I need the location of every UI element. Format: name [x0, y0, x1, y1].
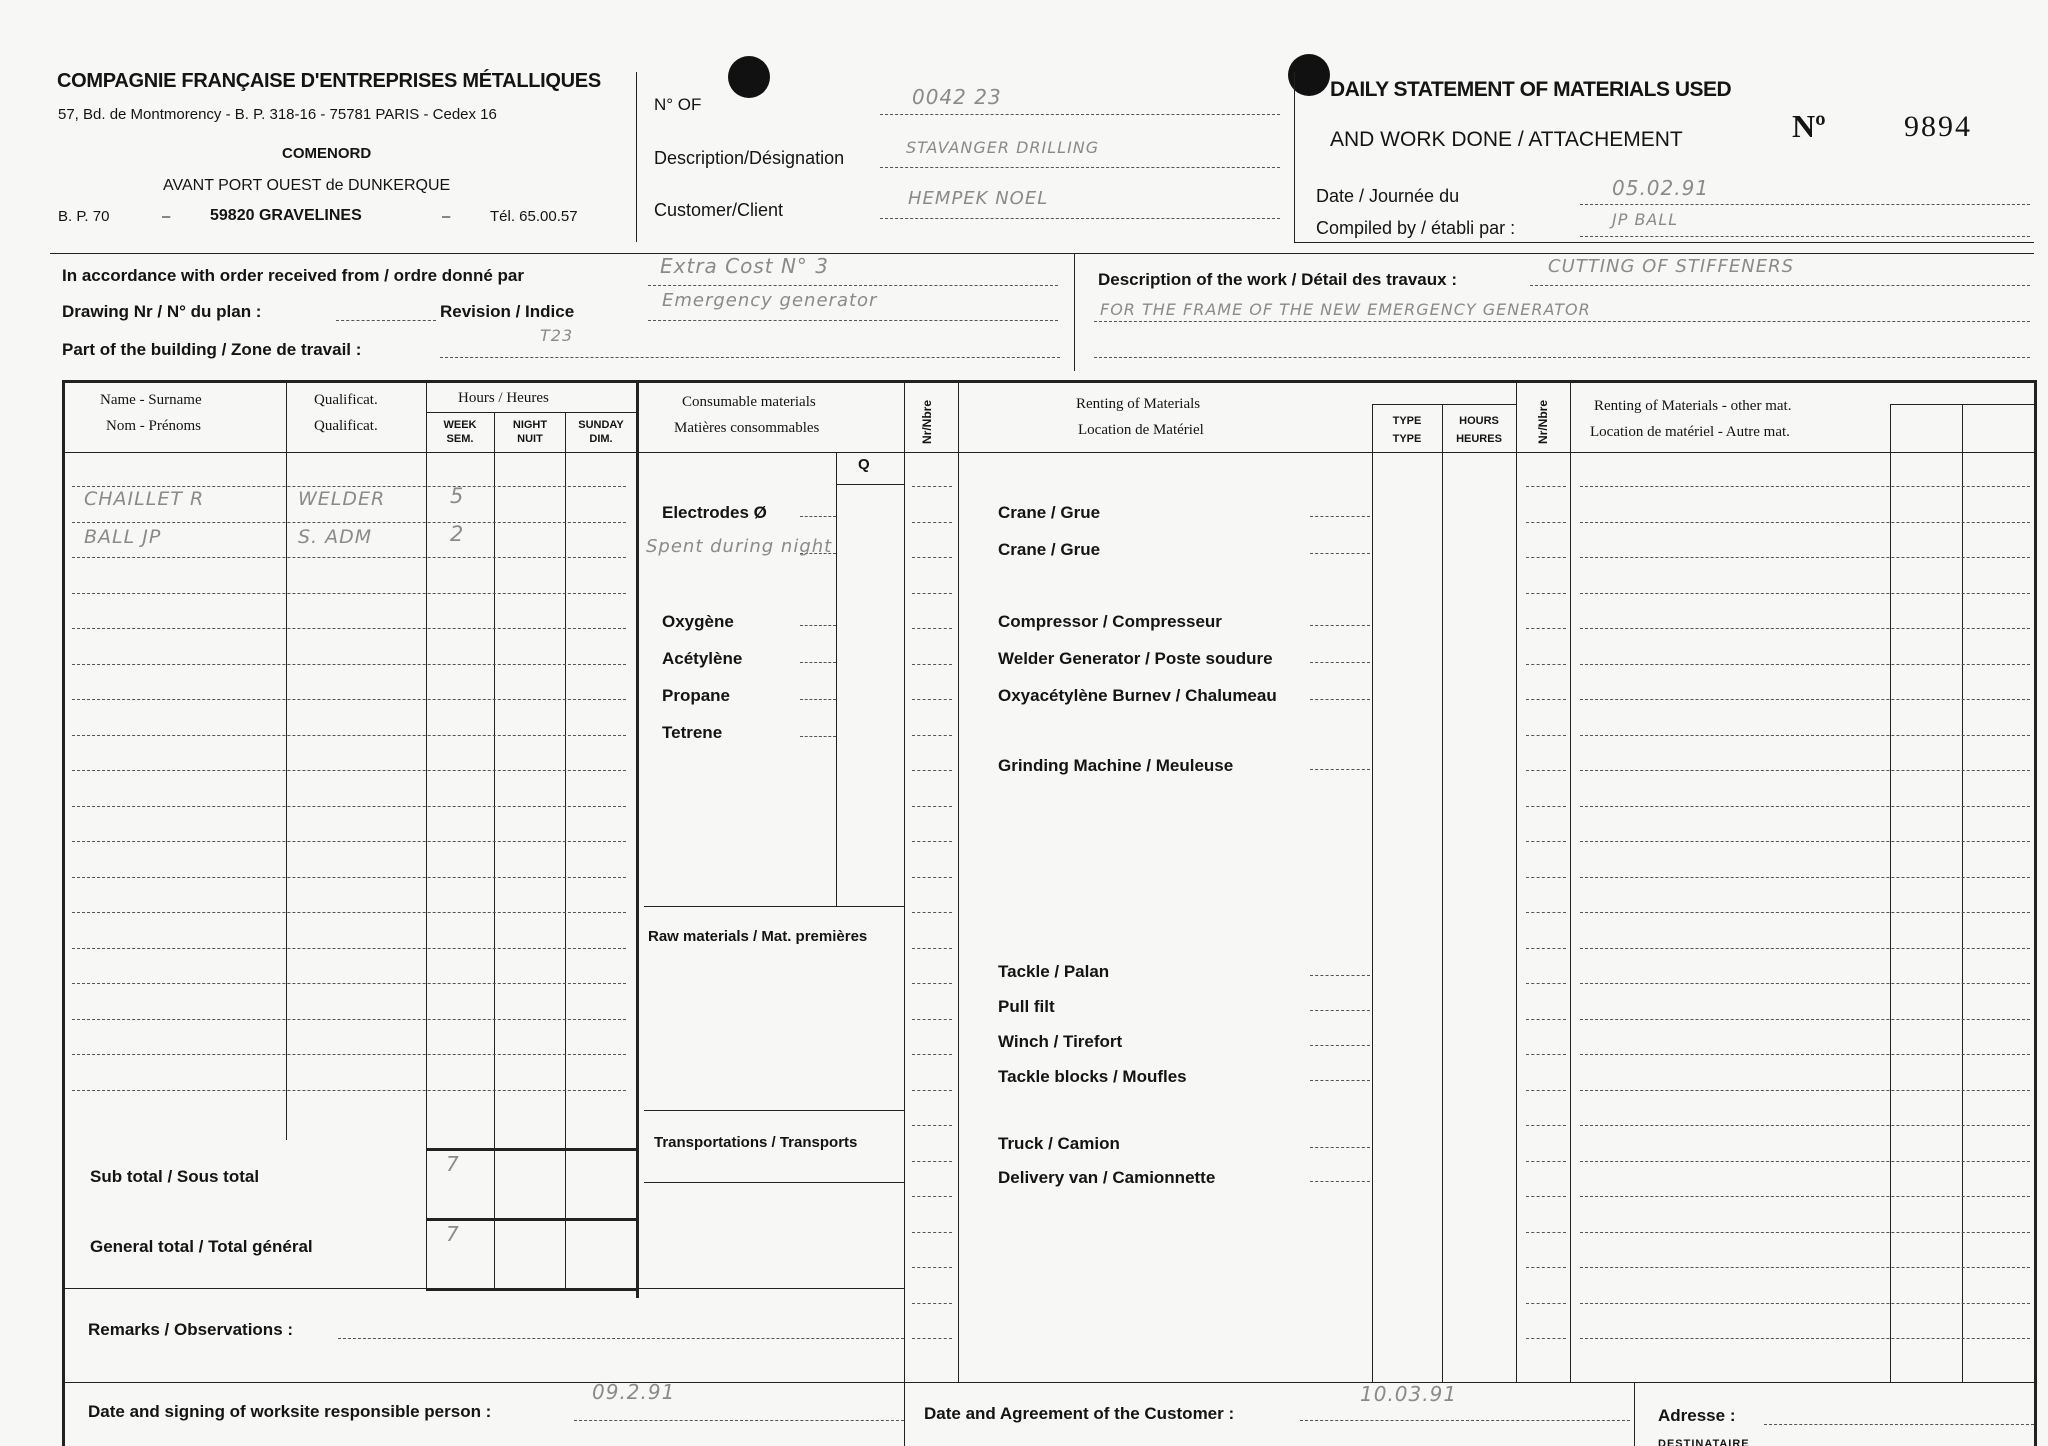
- worker-1-qual: WELDER: [298, 488, 386, 510]
- worker-2-name: BALL JP: [84, 526, 162, 548]
- leader-line: [1310, 975, 1370, 976]
- table-row-line: [1526, 1054, 1566, 1055]
- night-header-fr: NUIT: [517, 433, 543, 445]
- compiled-value: JP BALL: [1612, 210, 1679, 229]
- leader-line: [1310, 769, 1370, 770]
- table-row-line: [72, 877, 626, 878]
- drawing-label: Drawing Nr / N° du plan :: [62, 302, 262, 321]
- subtotal-label: Sub total / Sous total: [90, 1167, 260, 1186]
- table-row-line: [1526, 877, 1566, 878]
- welder-label: Welder Generator / Poste soudure: [998, 649, 1273, 668]
- punch-hole-left: [728, 56, 770, 98]
- table-row-line: [912, 806, 952, 807]
- zone-label: Part of the building / Zone de travail :: [62, 340, 362, 359]
- table-row-line: [1526, 770, 1566, 771]
- table-row-line: [72, 593, 626, 594]
- table-row-line: [912, 522, 952, 523]
- table-row-line: [72, 557, 626, 558]
- tetrene-label: Tetrene: [662, 723, 723, 742]
- table-row-line: [72, 735, 626, 736]
- order-from-label: In accordance with order received from / ordre donné par: [62, 266, 524, 285]
- table-row-line: [912, 770, 952, 771]
- table-row-line: [72, 806, 626, 807]
- table-row-line: [72, 522, 626, 523]
- table-row-line: [1580, 735, 2030, 736]
- company-tel: Tél. 65.00.57: [490, 208, 578, 225]
- table-row-line: [1580, 486, 2030, 487]
- table-row-line: [72, 983, 626, 984]
- worker-1-week: 5: [450, 484, 465, 508]
- table-row-line: [1580, 664, 2030, 665]
- tackle-label: Tackle / Palan: [998, 962, 1110, 981]
- name-header-1: Name - Surname: [100, 392, 202, 408]
- leader-line: [1310, 662, 1370, 663]
- table-row-line: [912, 1338, 952, 1339]
- zone-value: T23: [540, 326, 574, 345]
- table-row-line: [912, 877, 952, 878]
- work-desc-label: Description of the work / Détail des travaux :: [1098, 270, 1457, 289]
- table-row-line: [912, 735, 952, 736]
- sunday-header-fr: DIM.: [589, 433, 613, 445]
- leader-line: [1310, 1181, 1370, 1182]
- company-name: COMPAGNIE FRANÇAISE D'ENTREPRISES MÉTALLIQUES: [57, 70, 601, 92]
- general-total-label: General total / Total général: [90, 1237, 313, 1256]
- table-row-line: [72, 770, 626, 771]
- blocks-label: Tackle blocks / Moufles: [998, 1067, 1187, 1086]
- table-row-line: [1526, 664, 1566, 665]
- table-row-line: [1580, 628, 2030, 629]
- drawing-value: Emergency generator: [662, 290, 878, 311]
- hours-header: Hours / Heures: [458, 390, 549, 406]
- raw-materials-label: Raw materials / Mat. premières: [648, 928, 868, 945]
- truck-label: Truck / Camion: [998, 1134, 1120, 1153]
- table-row-line: [912, 1019, 952, 1020]
- winch-label: Winch / Tirefort: [998, 1032, 1123, 1051]
- subtotal-value: 7: [446, 1152, 460, 1176]
- table-row-line: [1580, 983, 2030, 984]
- signing-value: 09.2.91: [592, 1380, 676, 1404]
- form-title-line2: AND WORK DONE / ATTACHEMENT: [1330, 128, 1683, 151]
- leader-line: [1310, 1010, 1370, 1011]
- table-row-line: [1580, 841, 2030, 842]
- destinataire-label: DESTINATAIRE: [1658, 1438, 1750, 1446]
- acetylene-label: Acétylène: [662, 649, 743, 668]
- number-value: 9894: [1904, 110, 1972, 143]
- leader-line: [1310, 1080, 1370, 1081]
- qual-header-2: Qualificat.: [314, 418, 378, 434]
- table-row-line: [1526, 735, 1566, 736]
- grinding-label: Grinding Machine / Meuleuse: [998, 756, 1234, 775]
- customer-label: Customer/Client: [654, 200, 784, 220]
- of-label: N° OF: [654, 95, 702, 114]
- week-header: WEEK: [443, 419, 477, 431]
- leader-line: [800, 736, 836, 737]
- table-row-line: [1526, 1090, 1566, 1091]
- renting-header-2: Location de Matériel: [1078, 422, 1204, 438]
- table-row-line: [72, 948, 626, 949]
- general-total-value: 7: [446, 1222, 460, 1246]
- hours-header-fr: HEURES: [1456, 433, 1502, 445]
- leader-line: [1310, 516, 1370, 517]
- consumable-header-1: Consumable materials: [682, 394, 816, 410]
- table-row-line: [1580, 1303, 2030, 1304]
- table-row-line: [72, 628, 626, 629]
- number-label: Nº: [1792, 108, 1826, 144]
- signing-label: Date and signing of worksite responsible person :: [88, 1402, 492, 1421]
- table-row-line: [912, 1161, 952, 1162]
- worker-2-week: 2: [450, 522, 465, 546]
- q-header: Q: [858, 456, 870, 473]
- table-row-line: [1580, 1338, 2030, 1339]
- table-row-line: [72, 1054, 626, 1055]
- order-from-value: Extra Cost N° 3: [660, 254, 830, 278]
- leader-line: [1310, 1147, 1370, 1148]
- worker-1-name: CHAILLET R: [84, 488, 205, 510]
- revision-label: Revision / Indice: [440, 302, 575, 321]
- leader-line: [1310, 553, 1370, 554]
- table-row-line: [1526, 806, 1566, 807]
- agreement-value: 10.03.91: [1360, 1382, 1458, 1406]
- table-row-line: [1580, 877, 2030, 878]
- agreement-label: Date and Agreement of the Customer :: [924, 1404, 1235, 1423]
- pullfilt-label: Pull filt: [998, 997, 1055, 1016]
- nr-header-2: Nr/Nbre: [1536, 399, 1550, 444]
- company-division: COMENORD: [282, 145, 372, 162]
- table-row-line: [1580, 1232, 2030, 1233]
- leader-line: [800, 516, 836, 517]
- table-row-line: [1526, 1232, 1566, 1233]
- company-bp: B. P. 70: [58, 208, 110, 225]
- customer-value: HEMPEK NOEL: [908, 188, 1049, 209]
- table-row-line: [1580, 1019, 2030, 1020]
- consumable-header-2: Matières consommables: [674, 420, 820, 436]
- work-desc-value-2: FOR THE FRAME OF THE NEW EMERGENCY GENERATOR: [1100, 300, 1591, 319]
- oxygene-label: Oxygène: [662, 612, 734, 631]
- table-row-line: [1580, 1090, 2030, 1091]
- renting-header-1: Renting of Materials: [1076, 396, 1201, 412]
- table-row-line: [1580, 557, 2030, 558]
- table-row-line: [1526, 699, 1566, 700]
- table-row-line: [1580, 1125, 2030, 1126]
- leader-line: [1310, 625, 1370, 626]
- propane-label: Propane: [662, 686, 731, 705]
- work-desc-value-1: CUTTING OF STIFFENERS: [1548, 256, 1794, 277]
- transportations-label: Transportations / Transports: [654, 1134, 858, 1151]
- table-row-line: [72, 1019, 626, 1020]
- sunday-header: SUNDAY: [578, 419, 624, 431]
- table-row-line: [912, 628, 952, 629]
- table-row-line: [1526, 486, 1566, 487]
- date-value: 05.02.91: [1612, 176, 1710, 200]
- company-address: 57, Bd. de Montmorency - B. P. 318-16 - 75781 PARIS - Cedex 16: [58, 106, 497, 123]
- table-row-line: [1526, 1267, 1566, 1268]
- table-row-line: [1580, 948, 2030, 949]
- table-row-line: [912, 1303, 952, 1304]
- table-row-line: [1526, 1338, 1566, 1339]
- table-row-line: [1526, 1161, 1566, 1162]
- table-row-line: [1580, 1196, 2030, 1197]
- table-row-line: [72, 1090, 626, 1091]
- table-row-line: [912, 1054, 952, 1055]
- table-row-line: [72, 699, 626, 700]
- hours-header-en: HOURS: [1459, 415, 1499, 427]
- oxy-label: Oxyacétylène Burnev / Chalumeau: [998, 686, 1277, 705]
- table-row-line: [1526, 593, 1566, 594]
- table-row-line: [912, 1125, 952, 1126]
- statement-form: COMPAGNIE FRANÇAISE D'ENTREPRISES MÉTALLIQUES 57, Bd. de Montmorency - B. P. 318-16 - 75781 PARIS - Cedex 16 COMENORD AVANT PORT OUEST de DUNKERQUE B. P. 70 – 59820 GRAVELINES – Tél. 65.00.57 N° OF 0042 23 Description/Désignation STAVANGER DRILLING Customer/Client HEMPEK NOEL DAILY STATEMENT OF MATERIALS USED AND WORK DONE / ATTACHEMENT Nº 9894 Date / Journée du 05.02.91 Compiled by / établi par : JP BALL In accordance with order received from / ordre donné par Extra Cost N° 3 Drawing Nr / N° du plan : Revision / Indice Emergency generator Part of the building / Zone de travail : T23 Description of the work / Détail des travaux : CUTTING OF STIFFENERS FOR THE FRAME OF THE NEW EMERGENCY GENERATOR Name - Surname Nom - Prénoms Qualificat. Qualificat. Hours / Heures WEEK SEM. NIGHT NUIT SUNDAY DIM. Consumable materials Matières consommables Nr/Nbre Renting of Materials Location de Matériel TYPE TYPE HOURS HEURES Nr/Nbre Renting of Materials - other mat. Location de matériel - Autre mat. Q CHAILLET R WELDER 5 BALL JP S. ADM 2 Electrodes Ø Spent during night Oxygène Acétylène Propane Tetrene Raw materials / Mat. premières Transportations / Transports Crane / Grue Crane / Grue Compressor / Compresseur Welder Generator / Poste soudure Oxyacétylène Burnev / Chalumeau Grinding Machine / Meuleuse Tackle / Palan Pull filt Winch / Tirefort Tackle blocks / Moufles Truck / Camion Delivery van / Camionnette Sub total / Sous total 7 General total / Total général 7 Remarks / Observations : Date and signing of worksite responsible person : 09.2.91 Date and Agreement of the Customer : 10.03.91 Adresse : DESTINATAIRE: [0, 0, 2048, 1446]
- name-header-2: Nom - Prénoms: [106, 418, 201, 434]
- table-row-line: [1526, 1196, 1566, 1197]
- remarks-label: Remarks / Observations :: [88, 1320, 294, 1339]
- table-row-line: [912, 912, 952, 913]
- table-row-line: [1580, 1161, 2030, 1162]
- table-row-line: [1526, 1303, 1566, 1304]
- table-row-line: [1526, 1019, 1566, 1020]
- leader-line: [1310, 699, 1370, 700]
- nr-header-1: Nr/Nbre: [920, 399, 934, 444]
- table-row-line: [1580, 770, 2030, 771]
- crane-2-label: Crane / Grue: [998, 540, 1101, 559]
- of-value: 0042 23: [912, 85, 1002, 109]
- company-city: 59820 GRAVELINES: [210, 207, 362, 224]
- night-header: NIGHT: [512, 419, 548, 431]
- adresse-label: Adresse :: [1658, 1406, 1736, 1425]
- other-header-2: Location de matériel - Autre mat.: [1590, 424, 1790, 440]
- van-label: Delivery van / Camionnette: [998, 1168, 1216, 1187]
- table-row-line: [1580, 1054, 2030, 1055]
- table-row-line: [1526, 983, 1566, 984]
- table-row-line: [912, 486, 952, 487]
- week-header-fr: SEM.: [446, 433, 474, 445]
- compressor-label: Compressor / Compresseur: [998, 612, 1222, 631]
- table-row-line: [1526, 841, 1566, 842]
- type-header: TYPE: [1392, 415, 1422, 427]
- table-row-line: [72, 664, 626, 665]
- table-row-line: [912, 983, 952, 984]
- table-row-line: [1526, 522, 1566, 523]
- table-row-line: [912, 557, 952, 558]
- qual-header-1: Qualificat.: [314, 392, 378, 408]
- table-row-line: [912, 1267, 952, 1268]
- leader-line: [800, 662, 836, 663]
- table-row-line: [1526, 912, 1566, 913]
- compiled-label: Compiled by / établi par :: [1316, 218, 1516, 238]
- table-row-line: [1580, 912, 2030, 913]
- table-row-line: [912, 1232, 952, 1233]
- table-row-line: [1580, 522, 2030, 523]
- table-row-line: [1526, 948, 1566, 949]
- description-label: Description/Désignation: [654, 148, 845, 168]
- table-row-line: [1526, 557, 1566, 558]
- spent-note: Spent during night: [646, 536, 833, 557]
- table-row-line: [1580, 806, 2030, 807]
- table-row-line: [912, 1090, 952, 1091]
- table-row-line: [912, 593, 952, 594]
- table-row-line: [1580, 593, 2030, 594]
- company-site: AVANT PORT OUEST de DUNKERQUE: [163, 177, 451, 194]
- electrodes-label: Electrodes Ø: [662, 503, 767, 522]
- description-value: STAVANGER DRILLING: [906, 138, 1100, 157]
- table-row-line: [912, 1196, 952, 1197]
- table-row-line: [912, 664, 952, 665]
- table-row-line: [1580, 1267, 2030, 1268]
- leader-line: [800, 625, 836, 626]
- table-row-line: [912, 841, 952, 842]
- table-row-line: [72, 912, 626, 913]
- table-row-line: [1580, 699, 2030, 700]
- table-row-line: [72, 841, 626, 842]
- date-label: Date / Journée du: [1316, 186, 1460, 206]
- table-row-line: [1526, 628, 1566, 629]
- type-header-fr: TYPE: [1392, 433, 1422, 445]
- leader-line: [1310, 1045, 1370, 1046]
- table-row-line: [1526, 1125, 1566, 1126]
- leader-line: [800, 699, 836, 700]
- other-header-1: Renting of Materials - other mat.: [1594, 398, 1792, 414]
- table-row-line: [912, 948, 952, 949]
- table-row-line: [912, 699, 952, 700]
- table-row-line: [72, 486, 626, 487]
- crane-1-label: Crane / Grue: [998, 503, 1101, 522]
- worker-2-qual: S. ADM: [298, 526, 373, 548]
- form-title-line1: DAILY STATEMENT OF MATERIALS USED: [1330, 78, 1732, 101]
